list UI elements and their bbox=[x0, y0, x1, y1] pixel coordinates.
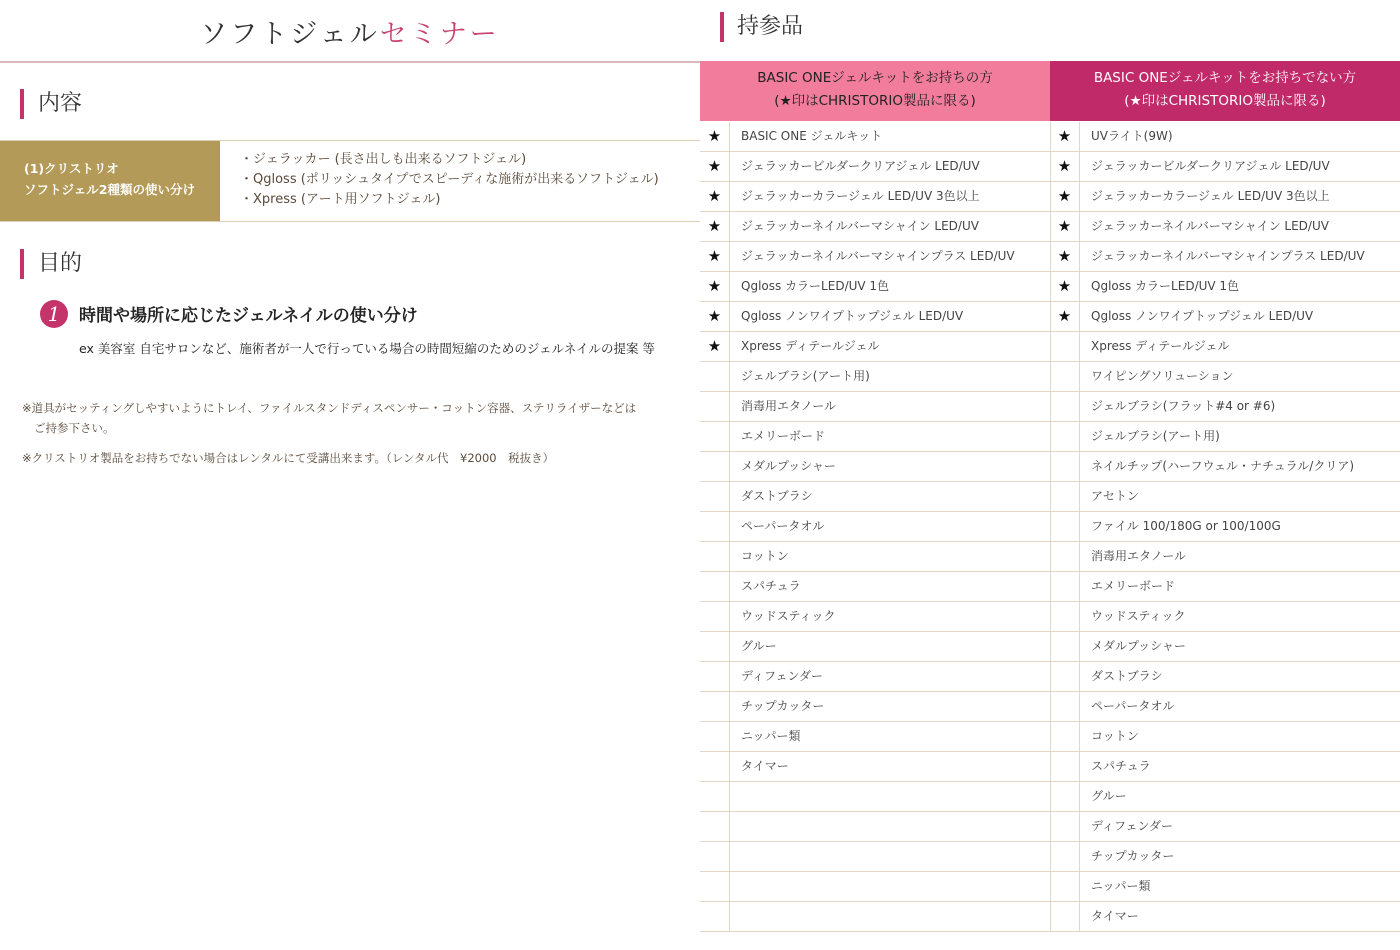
section-heading-content: 内容 bbox=[20, 89, 82, 119]
star-cell-no-kit bbox=[1050, 392, 1080, 422]
star-cell-no-kit: ★ bbox=[1050, 212, 1080, 242]
table-row bbox=[700, 662, 1400, 692]
star-cell-no-kit: ★ bbox=[1050, 302, 1080, 332]
item-cell-has-kit bbox=[730, 872, 1051, 902]
item-cell-no-kit: 消毒用エタノール bbox=[1080, 542, 1400, 572]
star-cell-has-kit bbox=[700, 872, 730, 902]
star-cell-has-kit: ★ bbox=[700, 242, 730, 272]
note bbox=[22, 448, 692, 468]
table-row bbox=[700, 632, 1400, 662]
item-cell-has-kit: ジェラッカービルダークリアジェル LED/UV bbox=[730, 152, 1051, 182]
item-cell-no-kit: ダストブラシ bbox=[1080, 662, 1400, 692]
content-item: ・Qgloss (ポリッシュタイプでスピーディな施術が出来るソフトジェル) bbox=[240, 172, 659, 187]
item-cell-no-kit: ジェルブラシ(アート用) bbox=[1080, 422, 1400, 452]
item-cell-has-kit: 消毒用エタノール bbox=[730, 392, 1051, 422]
star-cell-no-kit bbox=[1050, 572, 1080, 602]
item-cell-no-kit: ファイル 100/180G or 100/100G bbox=[1080, 512, 1400, 542]
item-cell-has-kit: ダストブラシ bbox=[730, 482, 1051, 512]
star-cell-has-kit bbox=[700, 722, 730, 752]
column-header-has-kit bbox=[700, 61, 1050, 121]
item-cell-no-kit: アセトン bbox=[1080, 482, 1400, 512]
notes bbox=[22, 398, 692, 478]
star-cell-no-kit bbox=[1050, 602, 1080, 632]
table-row bbox=[700, 422, 1400, 452]
item-cell-no-kit: ペーパータオル bbox=[1080, 692, 1400, 722]
table-row bbox=[700, 572, 1400, 602]
content-label-line2: ソフトジェル2種類の使い分け bbox=[24, 182, 195, 197]
item-cell-no-kit: チップカッター bbox=[1080, 842, 1400, 872]
star-cell-no-kit bbox=[1050, 422, 1080, 452]
page-title bbox=[0, 12, 700, 51]
star-cell-no-kit bbox=[1050, 842, 1080, 872]
item-cell-has-kit: タイマー bbox=[730, 752, 1051, 782]
item-cell-no-kit: ワイピングソリューション bbox=[1080, 362, 1400, 392]
table-row bbox=[700, 212, 1400, 242]
section-heading-items: 持参品 bbox=[720, 12, 803, 42]
section-heading-purpose: 目的 bbox=[20, 249, 82, 279]
table-row bbox=[700, 602, 1400, 632]
star-cell-no-kit bbox=[1050, 902, 1080, 932]
item-cell-no-kit: ウッドスティック bbox=[1080, 602, 1400, 632]
star-cell-no-kit bbox=[1050, 452, 1080, 482]
table-row bbox=[700, 182, 1400, 212]
content-item: ・Xpress (アート用ソフトジェル) bbox=[240, 192, 441, 207]
purpose-number-badge: 1 bbox=[40, 300, 68, 328]
item-cell-has-kit: ジェラッカーカラージェル LED/UV 3色以上 bbox=[730, 182, 1051, 212]
item-cell-no-kit: タイマー bbox=[1080, 902, 1400, 932]
star-cell-no-kit bbox=[1050, 722, 1080, 752]
content-item: ・ジェラッカー (長さ出しも出来るソフトジェル) bbox=[240, 152, 527, 167]
note-line: ※クリストリオ製品をお持ちでない場合はレンタルにて受講出来ます。（レンタル代 ¥2000 税抜き） bbox=[22, 451, 555, 465]
star-cell-no-kit bbox=[1050, 782, 1080, 812]
star-cell-no-kit: ★ bbox=[1050, 152, 1080, 182]
item-cell-has-kit: ジェラッカーネイルバーマシャイン LED/UV bbox=[730, 212, 1051, 242]
item-cell-no-kit: Qgloss ノンワイプトップジェル LED/UV bbox=[1080, 302, 1400, 332]
star-cell-no-kit: ★ bbox=[1050, 242, 1080, 272]
table-row bbox=[700, 692, 1400, 722]
star-cell-has-kit bbox=[700, 902, 730, 932]
item-cell-has-kit bbox=[730, 782, 1051, 812]
content-label bbox=[0, 141, 220, 221]
star-cell-has-kit bbox=[700, 362, 730, 392]
table-row bbox=[700, 902, 1400, 932]
item-cell-has-kit: ペーパータオル bbox=[730, 512, 1051, 542]
item-cell-no-kit: グルー bbox=[1080, 782, 1400, 812]
item-cell-no-kit: エメリーボード bbox=[1080, 572, 1400, 602]
star-cell-no-kit bbox=[1050, 812, 1080, 842]
item-cell-has-kit: ジェルブラシ(アート用) bbox=[730, 362, 1051, 392]
item-cell-has-kit: ニッパー類 bbox=[730, 722, 1051, 752]
table-row bbox=[700, 332, 1400, 362]
item-cell-no-kit: Xpress ディテールジェル bbox=[1080, 332, 1400, 362]
item-cell-has-kit: ディフェンダー bbox=[730, 662, 1051, 692]
header-line: BASIC ONEジェルキットをお持ちでない方 bbox=[1093, 70, 1357, 86]
item-cell-no-kit: コットン bbox=[1080, 722, 1400, 752]
item-cell-has-kit: Xpress ディテールジェル bbox=[730, 332, 1051, 362]
column-header-no-kit bbox=[1050, 61, 1400, 121]
star-cell-no-kit bbox=[1050, 872, 1080, 902]
star-cell-has-kit bbox=[700, 392, 730, 422]
item-cell-has-kit: ウッドスティック bbox=[730, 602, 1051, 632]
table-row bbox=[700, 542, 1400, 572]
table-row bbox=[700, 812, 1400, 842]
item-cell-has-kit: コットン bbox=[730, 542, 1051, 572]
star-cell-has-kit bbox=[700, 842, 730, 872]
item-cell-has-kit: エメリーボード bbox=[730, 422, 1051, 452]
header-line: BASIC ONEジェルキットをお持ちの方 bbox=[757, 70, 993, 86]
star-cell-no-kit bbox=[1050, 542, 1080, 572]
star-cell-no-kit bbox=[1050, 632, 1080, 662]
star-cell-has-kit bbox=[700, 692, 730, 722]
star-cell-has-kit bbox=[700, 812, 730, 842]
star-cell-no-kit: ★ bbox=[1050, 182, 1080, 212]
table-row bbox=[700, 512, 1400, 542]
note bbox=[22, 398, 692, 438]
item-cell-has-kit bbox=[730, 902, 1051, 932]
star-cell-has-kit: ★ bbox=[700, 212, 730, 242]
star-cell-has-kit bbox=[700, 482, 730, 512]
item-cell-no-kit: ジェラッカーネイルバーマシャイン LED/UV bbox=[1080, 212, 1400, 242]
star-cell-has-kit: ★ bbox=[700, 182, 730, 212]
table-row bbox=[700, 842, 1400, 872]
star-cell-no-kit bbox=[1050, 332, 1080, 362]
table-row bbox=[700, 242, 1400, 272]
table-row bbox=[700, 302, 1400, 332]
item-cell-no-kit: ジェルブラシ(フラット#4 or #6) bbox=[1080, 392, 1400, 422]
star-cell-has-kit: ★ bbox=[700, 272, 730, 302]
table-row bbox=[700, 722, 1400, 752]
purpose-description: ex 美容室 自宅サロンなど、施術者が一人で行っている場合の時間短縮のためのジェルネイルの提案 等 bbox=[79, 341, 655, 356]
item-cell-no-kit: ニッパー類 bbox=[1080, 872, 1400, 902]
item-cell-has-kit bbox=[730, 812, 1051, 842]
star-cell-has-kit bbox=[700, 632, 730, 662]
star-cell-no-kit bbox=[1050, 512, 1080, 542]
item-cell-no-kit: メダルプッシャー bbox=[1080, 632, 1400, 662]
item-cell-no-kit: Qgloss カラーLED/UV 1色 bbox=[1080, 272, 1400, 302]
purpose-title: 時間や場所に応じたジェルネイルの使い分け bbox=[79, 306, 418, 326]
item-cell-has-kit: スパチュラ bbox=[730, 572, 1051, 602]
star-cell-has-kit bbox=[700, 782, 730, 812]
star-cell-has-kit bbox=[700, 752, 730, 782]
star-cell-has-kit bbox=[700, 452, 730, 482]
star-cell-has-kit bbox=[700, 662, 730, 692]
item-cell-has-kit: チップカッター bbox=[730, 692, 1051, 722]
star-cell-no-kit bbox=[1050, 662, 1080, 692]
note-line: ご持参下さい。 bbox=[34, 421, 115, 435]
star-cell-has-kit: ★ bbox=[700, 302, 730, 332]
table-row bbox=[700, 752, 1400, 782]
content-items bbox=[240, 150, 659, 210]
star-cell-no-kit: ★ bbox=[1050, 272, 1080, 302]
table-row bbox=[700, 152, 1400, 182]
star-cell-no-kit: ★ bbox=[1050, 122, 1080, 152]
table-row bbox=[700, 872, 1400, 902]
star-cell-has-kit bbox=[700, 512, 730, 542]
star-cell-has-kit bbox=[700, 542, 730, 572]
table-row bbox=[700, 452, 1400, 482]
star-cell-has-kit bbox=[700, 422, 730, 452]
table-row bbox=[700, 782, 1400, 812]
table-row bbox=[700, 392, 1400, 422]
star-cell-has-kit bbox=[700, 602, 730, 632]
item-cell-has-kit: Qgloss ノンワイプトップジェル LED/UV bbox=[730, 302, 1051, 332]
star-cell-has-kit: ★ bbox=[700, 122, 730, 152]
item-cell-no-kit: ジェラッカーネイルバーマシャインプラス LED/UV bbox=[1080, 242, 1400, 272]
star-cell-no-kit bbox=[1050, 482, 1080, 512]
star-cell-no-kit bbox=[1050, 362, 1080, 392]
content-label-line1: (1)クリストリオ bbox=[24, 161, 119, 176]
header-line: (★印はCHRISTORIO製品に限る) bbox=[774, 93, 976, 109]
item-cell-has-kit bbox=[730, 842, 1051, 872]
item-cell-no-kit: UVライト(9W) bbox=[1080, 122, 1400, 152]
item-cell-has-kit: グルー bbox=[730, 632, 1051, 662]
item-cell-has-kit: BASIC ONE ジェルキット bbox=[730, 122, 1051, 152]
table-row bbox=[700, 482, 1400, 512]
page-title-main: ソフトジェル bbox=[200, 19, 380, 50]
note-line: ※道具がセッティングしやすいようにトレイ、ファイルスタンドディスペンサー・コットン容器、ステリライザーなどは bbox=[22, 401, 637, 415]
item-cell-no-kit: ディフェンダー bbox=[1080, 812, 1400, 842]
item-cell-no-kit: ネイルチップ(ハーフウェル・ナチュラル/クリア) bbox=[1080, 452, 1400, 482]
item-cell-no-kit: スパチュラ bbox=[1080, 752, 1400, 782]
table-row bbox=[700, 272, 1400, 302]
header-line: (★印はCHRISTORIO製品に限る) bbox=[1124, 93, 1326, 109]
title-divider bbox=[0, 61, 700, 63]
right-panel bbox=[700, 0, 1400, 950]
page-title-accent: セミナー bbox=[379, 19, 500, 50]
star-cell-has-kit: ★ bbox=[700, 152, 730, 182]
star-cell-has-kit: ★ bbox=[700, 332, 730, 362]
star-cell-has-kit bbox=[700, 572, 730, 602]
table-row bbox=[700, 362, 1400, 392]
item-cell-has-kit: ジェラッカーネイルバーマシャインプラス LED/UV bbox=[730, 242, 1051, 272]
item-cell-no-kit: ジェラッカービルダークリアジェル LED/UV bbox=[1080, 152, 1400, 182]
star-cell-no-kit bbox=[1050, 752, 1080, 782]
table-row bbox=[700, 122, 1400, 152]
item-cell-has-kit: Qgloss カラーLED/UV 1色 bbox=[730, 272, 1051, 302]
star-cell-no-kit bbox=[1050, 692, 1080, 722]
item-cell-no-kit: ジェラッカーカラージェル LED/UV 3色以上 bbox=[1080, 182, 1400, 212]
content-table bbox=[0, 140, 700, 222]
item-cell-has-kit: メダルプッシャー bbox=[730, 452, 1051, 482]
